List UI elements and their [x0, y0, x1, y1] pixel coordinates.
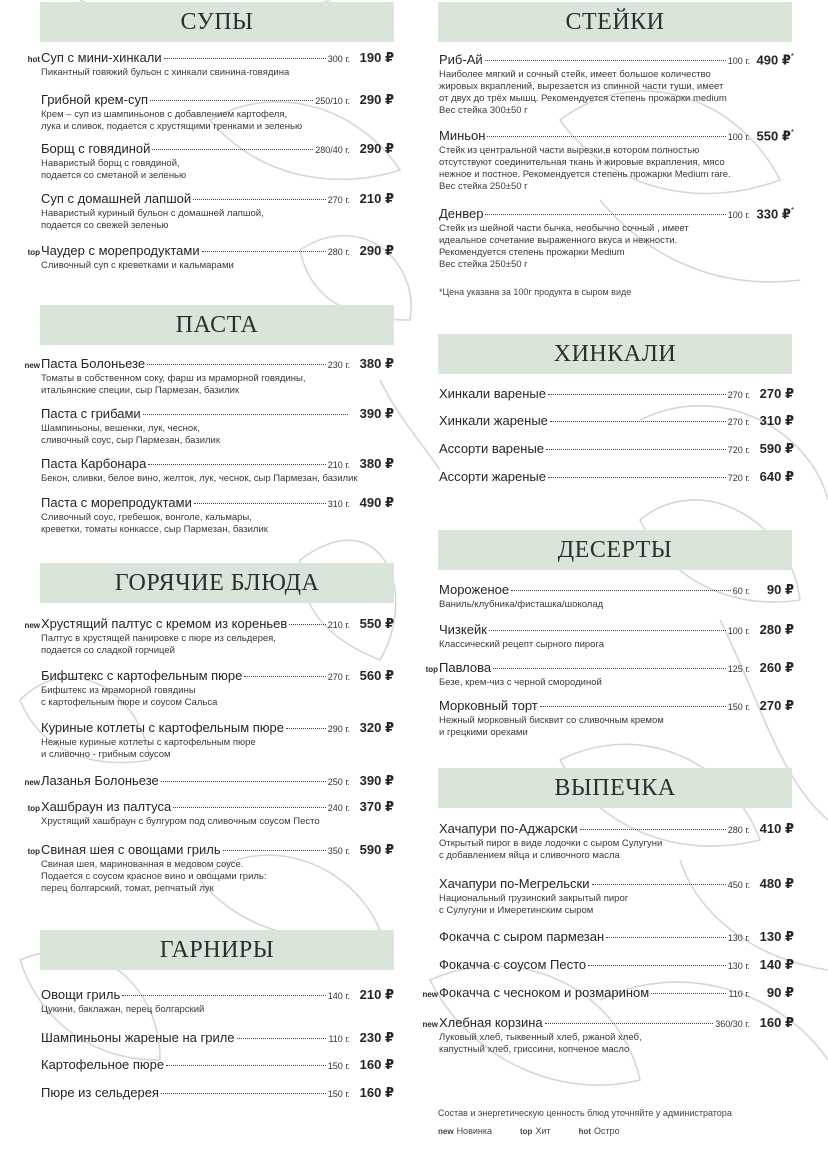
item-price-value: 480 ₽	[759, 876, 794, 891]
menu-item	[22, 720, 394, 761]
item-price-value: 590 ₽	[359, 842, 394, 857]
menu-item	[22, 50, 394, 79]
item-description: Вес стейка 250±50 г	[439, 181, 528, 192]
item-description: Шампиньоны, вешенки, лук, чеснок,	[41, 423, 200, 434]
item-price	[750, 52, 794, 68]
item-description: капустный хлеб, гриссини, копченое масло	[439, 1044, 630, 1055]
dot-leader	[493, 668, 726, 669]
item-description: Пикантный говяжий бульон с хинкали свинина-говядина	[41, 67, 290, 78]
item-name: Паста с морепродуктами	[41, 495, 192, 510]
item-name: Паста с грибами	[41, 406, 141, 421]
item-description: Ваниль/клубника/фисташка/шоколад	[439, 599, 604, 610]
item-price	[750, 441, 794, 457]
dot-leader	[485, 214, 725, 215]
item-description: Бекон, сливки, белое вино, желток, лук, чеснок, сыр Пармезан, базилик	[41, 473, 358, 484]
item-weight: 130 г.	[727, 933, 750, 943]
item-weight: 60 г.	[732, 586, 750, 596]
item-price-value: 210 ₽	[359, 987, 394, 1002]
item-description: подается со свежей зеленью	[41, 220, 169, 231]
item-name: Чизкейк	[439, 622, 487, 637]
item-price	[750, 413, 794, 429]
item-price-value: 490 ₽	[756, 52, 791, 68]
item-price-value: 410 ₽	[759, 821, 794, 836]
item-weight: 250/10 г.	[315, 96, 350, 106]
item-name: Хинкали жареные	[439, 413, 548, 428]
dot-leader	[223, 850, 326, 851]
item-name: Чаудер с морепродуктами	[41, 243, 200, 258]
item-price-value: 160 ₽	[359, 1057, 394, 1072]
item-weight: 310 г.	[327, 499, 350, 509]
item-description: Нежный морковный бисквит со сливочным кремом	[439, 715, 664, 726]
item-weight: 270 г.	[727, 417, 750, 427]
dot-leader	[289, 624, 326, 625]
item-name: Свиная шея с овощами гриль	[41, 842, 221, 857]
item-price	[350, 495, 394, 511]
item-description: Рекомендуется степень прожарки Medium	[439, 247, 625, 258]
menu-item	[422, 957, 794, 974]
item-price	[350, 92, 394, 108]
item-weight: 150 г.	[727, 702, 750, 712]
item-price-value: 270 ₽	[759, 386, 794, 401]
section-title: ВЫПЕЧКА	[438, 768, 792, 808]
item-description: Сливочный суп с креветками и кальмарами	[41, 260, 234, 271]
item-name: Риб-Ай	[439, 52, 483, 68]
item-description: Сливочный соус, гребешок, вонголе, кальмары,	[41, 512, 252, 523]
item-weight: 720 г.	[727, 445, 750, 455]
menu-item	[422, 206, 794, 271]
item-weight: 140 г.	[327, 991, 350, 1001]
item-name: Фокачча с сыром пармезан	[439, 929, 605, 944]
item-description: Хрустящий хашбраун с булгуром под сливочным соусом Песто	[41, 816, 320, 827]
dot-leader	[147, 364, 326, 365]
item-weight: 280/40 г.	[315, 145, 350, 155]
item-price-value: 380 ₽	[359, 456, 394, 471]
legend-label: Остро	[594, 1126, 620, 1136]
item-price	[350, 616, 394, 632]
item-description: Томаты в собственном соку, фарш из мраморной говядины,	[41, 373, 306, 384]
item-price	[750, 660, 794, 676]
item-price-value: 640 ₽	[759, 469, 794, 484]
item-price	[750, 929, 794, 945]
item-weight: 270 г.	[327, 672, 350, 682]
item-badge: top	[27, 248, 40, 257]
item-price	[350, 141, 394, 157]
item-price-value: 320 ₽	[359, 720, 394, 735]
dot-leader	[152, 149, 313, 150]
item-price	[350, 1085, 394, 1101]
item-badge: top	[27, 847, 40, 856]
item-description: отсутствуют соединительная ткань и жировые вкрапления, мясо	[439, 157, 725, 168]
item-price-value: 140 ₽	[759, 957, 794, 972]
item-description: Палтус в хрустящей панировке с пюре из сельдерея,	[41, 633, 276, 644]
item-weight: 100 г.	[727, 626, 750, 636]
item-price-value: 330 ₽	[756, 206, 791, 222]
menu-item	[22, 1085, 394, 1102]
item-price	[750, 386, 794, 402]
item-badge: new	[24, 778, 40, 787]
menu-item	[22, 1057, 394, 1074]
menu-item	[422, 128, 794, 193]
dot-leader	[173, 807, 326, 808]
item-weight: 450 г.	[727, 880, 750, 890]
item-price-value: 310 ₽	[759, 413, 794, 428]
item-name: Грибной крем-суп	[41, 92, 148, 107]
menu-item	[22, 141, 394, 182]
menu-item	[22, 406, 394, 447]
dot-leader	[592, 884, 726, 885]
item-price	[350, 668, 394, 684]
item-name: Миньон	[439, 128, 486, 144]
menu-item	[422, 985, 794, 1002]
menu-item	[22, 842, 394, 895]
item-name: Хрустящий палтус с кремом из кореньев	[41, 616, 288, 631]
dot-leader	[202, 251, 326, 252]
item-name: Фокачча с соусом Песто	[439, 957, 587, 972]
menu-item	[422, 876, 794, 917]
item-description: подается со сладкой горчицей	[41, 645, 175, 656]
menu-item	[22, 1030, 394, 1047]
dot-leader	[122, 995, 326, 996]
menu-item	[422, 622, 794, 651]
item-description: Вес стейка 250±50 г	[439, 259, 528, 270]
item-description: Стейк из шейной части бычка, необычно сочный , имеет	[439, 223, 689, 234]
legend-label: Хит	[535, 1126, 551, 1136]
item-weight: 100 г.	[727, 210, 750, 221]
item-description: с добавлением яйца и сливочного масла	[439, 850, 620, 861]
legend-label: Новинка	[456, 1126, 492, 1136]
item-weight: 240 г.	[327, 803, 350, 813]
dot-leader	[548, 394, 726, 395]
section-title: ДЕСЕРТЫ	[438, 530, 792, 570]
item-price-value: 280 ₽	[759, 622, 794, 637]
item-price	[350, 987, 394, 1003]
item-description: Свиная шея, маринованная в медовом соусе.	[41, 859, 244, 870]
item-description: лука и сливок, подается с хрустящими гренками и зеленью	[41, 121, 303, 132]
dot-leader	[194, 503, 326, 504]
item-name: Шампиньоны жареные на гриле	[41, 1030, 235, 1045]
item-description: и грецкими орехами	[439, 727, 528, 738]
menu-item	[22, 495, 394, 536]
item-name: Ассорти вареные	[439, 441, 545, 456]
item-price-value: 490 ₽	[359, 495, 394, 510]
item-price	[350, 1057, 394, 1073]
item-price	[350, 773, 394, 789]
item-name: Мороженое	[439, 582, 510, 597]
item-name: Денвер	[439, 206, 484, 222]
dot-leader	[143, 414, 348, 415]
item-price-value: 90 ₽	[766, 582, 794, 597]
menu-item	[22, 456, 394, 485]
item-price-value: 270 ₽	[759, 698, 794, 713]
item-price	[750, 1015, 794, 1031]
menu-item	[422, 52, 794, 117]
menu-item	[422, 821, 794, 862]
item-description: Наваристый борщ с говядиной,	[41, 158, 180, 169]
item-description: жировых вкраплений, вырезается из спинной части туши, имеет	[439, 81, 724, 92]
legend-entry	[579, 1126, 620, 1136]
item-price-value: 160 ₽	[759, 1015, 794, 1030]
badge-legend	[438, 1126, 648, 1136]
item-weight: 110 г.	[328, 1034, 350, 1044]
item-name: Хачапури по-Мегрельски	[439, 876, 590, 891]
dot-leader	[580, 829, 726, 830]
item-price	[750, 469, 794, 485]
menu-item	[22, 243, 394, 272]
item-name: Картофельное пюре	[41, 1057, 165, 1072]
item-description: и сливочно - грибным соусом	[41, 749, 171, 760]
section-title: ХИНКАЛИ	[438, 334, 792, 374]
item-badge: new	[24, 361, 40, 370]
item-price	[350, 191, 394, 207]
price-footnote-mark: *	[790, 206, 794, 215]
dot-leader	[550, 421, 726, 422]
dot-leader	[545, 1023, 714, 1024]
item-description: нежное и постное. Рекомендуется степень прожарки Medium rare.	[439, 169, 731, 180]
item-price	[350, 842, 394, 858]
item-price	[750, 206, 794, 222]
item-price-value: 290 ₽	[359, 243, 394, 258]
footer-note: Состав и энергетическую ценность блюд уточняйте у администратора	[438, 1108, 732, 1118]
item-description: Наваристый куриный бульон с домашней лапшой,	[41, 208, 264, 219]
item-description: итальянские специи, сыр Пармезан, базилик	[41, 385, 240, 396]
item-price-value: 590 ₽	[759, 441, 794, 456]
item-name: Паста Болоньезе	[41, 356, 146, 371]
dot-leader	[244, 676, 325, 677]
menu-item	[422, 698, 794, 739]
item-price-value: 160 ₽	[359, 1085, 394, 1100]
item-price	[750, 622, 794, 638]
dot-leader	[164, 58, 326, 59]
item-description: Национальный грузинский закрытый пирог	[439, 893, 629, 904]
item-description: Классический рецепт сырного пирога	[439, 639, 605, 650]
menu-item	[422, 929, 794, 946]
section-title: СТЕЙКИ	[438, 2, 792, 42]
menu-item	[22, 616, 394, 657]
item-weight: 150 г.	[327, 1089, 350, 1099]
item-description: Вес стейка 300±50 г	[439, 105, 528, 116]
item-name: Хлебная корзина	[439, 1015, 543, 1030]
item-description: от двух до трёх мышц. Рекомендуется степень прожарки medium	[439, 93, 727, 104]
section-title: ГОРЯЧИЕ БЛЮДА	[40, 563, 394, 603]
item-price	[750, 876, 794, 892]
menu-item	[422, 441, 794, 458]
item-price-value: 290 ₽	[359, 92, 394, 107]
item-price	[350, 406, 394, 422]
menu-item	[22, 773, 394, 790]
legend-entry	[438, 1126, 492, 1136]
item-price	[350, 799, 394, 815]
dot-leader	[161, 1093, 326, 1094]
item-price-value: 130 ₽	[759, 929, 794, 944]
item-name: Лазанья Болоньезе	[41, 773, 159, 788]
item-description: Наиболее мягкий и сочный стейк, имеет большое количество	[439, 69, 711, 80]
item-price-value: 560 ₽	[359, 668, 394, 683]
item-weight: 280 г.	[327, 247, 350, 257]
item-price	[750, 698, 794, 714]
dot-leader	[286, 728, 326, 729]
item-description: Открытый пирог в виде лодочки с сыром Сулугуни	[439, 838, 663, 849]
item-description: перец болгарский, томат, репчатый лук	[41, 883, 214, 894]
item-price-value: 550 ₽	[756, 128, 791, 144]
item-price	[750, 985, 794, 1001]
item-name: Фокачча с чесноком и розмарином	[439, 985, 650, 1000]
menu-item	[422, 1015, 794, 1056]
item-badge: hot	[27, 55, 40, 64]
item-description: с Сулугуни и Имеретинским сыром	[439, 905, 594, 916]
item-name: Суп с мини-хинкали	[41, 50, 162, 65]
item-name: Пюре из сельдерея	[41, 1085, 159, 1100]
item-description: Цукини, баклажан, перец болгарский	[41, 1004, 205, 1015]
dot-leader	[487, 136, 725, 137]
menu-item	[22, 668, 394, 709]
item-price-value: 370 ₽	[359, 799, 394, 814]
item-weight: 110 г.	[728, 989, 750, 999]
menu-item	[422, 469, 794, 486]
item-name: Павлова	[439, 660, 492, 675]
dot-leader	[606, 937, 726, 938]
item-name: Хинкали вареные	[439, 386, 546, 401]
item-description: Подается с соусом красное вино и овощами гриль:	[41, 871, 267, 882]
legend-badge: top	[520, 1127, 533, 1136]
item-price-value: 290 ₽	[359, 141, 394, 156]
item-price-value: 390 ₽	[359, 406, 394, 421]
legend-entry	[520, 1126, 551, 1136]
section-title: ПАСТА	[40, 305, 394, 345]
dot-leader	[150, 100, 313, 101]
item-price	[350, 1030, 394, 1046]
item-badge: new	[422, 1020, 438, 1029]
section-title: ГАРНИРЫ	[40, 930, 394, 970]
item-weight: 210 г.	[327, 620, 350, 630]
item-price-value: 260 ₽	[759, 660, 794, 675]
item-price	[350, 50, 394, 66]
menu-item	[22, 799, 394, 828]
item-weight: 250 г.	[327, 777, 350, 787]
dot-leader	[166, 1065, 326, 1066]
item-description: идеальное сочетание выраженного вкуса и нежности.	[439, 235, 678, 246]
item-weight: 210 г.	[327, 460, 350, 470]
item-description: Луковый хлеб, тыквенный хлеб, ржаной хлеб,	[439, 1032, 642, 1043]
item-badge: top	[425, 665, 438, 674]
item-price	[750, 128, 794, 144]
dot-leader	[193, 199, 326, 200]
item-price	[750, 582, 794, 598]
item-description: Стейк из центральной части вырезки,в котором полностью	[439, 145, 700, 156]
item-name: Бифштекс с картофельным пюре	[41, 668, 243, 683]
item-price	[350, 456, 394, 472]
item-weight: 360/30 г.	[715, 1019, 750, 1029]
dot-leader	[546, 449, 726, 450]
item-price	[750, 957, 794, 973]
legend-badge: hot	[578, 1127, 592, 1136]
item-description: Безе, крем-чиз с черной смородиной	[439, 677, 602, 688]
menu-item	[22, 92, 394, 133]
item-weight: 270 г.	[327, 195, 350, 205]
item-description: с картофельным пюре и соусом Сальса	[41, 697, 218, 708]
item-price	[350, 720, 394, 736]
item-price-value: 90 ₽	[766, 985, 794, 1000]
item-price-value: 390 ₽	[359, 773, 394, 788]
item-weight: 290 г.	[327, 724, 350, 734]
item-weight: 720 г.	[727, 473, 750, 483]
dot-leader	[588, 965, 726, 966]
item-weight: 130 г.	[727, 961, 750, 971]
item-weight: 350 г.	[327, 846, 350, 856]
item-name: Борщ с говядиной	[41, 141, 151, 156]
item-name: Ассорти жареные	[439, 469, 546, 484]
dot-leader	[548, 477, 726, 478]
dot-leader	[161, 781, 326, 782]
price-footnote: *Цена указана за 100г продукта в сыром виде	[439, 287, 632, 297]
item-description: Бифштекс из мраморной говядины	[41, 685, 196, 696]
item-price-value: 230 ₽	[359, 1030, 394, 1045]
dot-leader	[148, 464, 325, 465]
item-price	[350, 356, 394, 372]
item-description: Крем – суп из шампиньонов с добавлением картофеля,	[41, 109, 288, 120]
item-weight: 125 г.	[727, 664, 750, 674]
item-weight: 100 г.	[727, 132, 750, 143]
menu-item	[422, 582, 794, 611]
item-badge: new	[24, 621, 40, 630]
item-name: Хашбраун из палтуса	[41, 799, 172, 814]
section-title: СУПЫ	[40, 2, 394, 42]
item-description: Нежные куриные котлеты с картофельным пюре	[41, 737, 256, 748]
item-price-value: 380 ₽	[359, 356, 394, 371]
item-name: Овощи гриль	[41, 987, 121, 1002]
item-weight: 100 г.	[727, 56, 750, 67]
item-badge: top	[27, 804, 40, 813]
dot-leader	[540, 706, 726, 707]
dot-leader	[485, 60, 726, 61]
item-weight: 270 г.	[727, 390, 750, 400]
item-weight: 150 г.	[327, 1061, 350, 1071]
item-weight: 300 г.	[327, 54, 350, 64]
item-price-value: 190 ₽	[359, 50, 394, 65]
item-name: Хачапури по-Аджарски	[439, 821, 578, 836]
menu-item	[22, 356, 394, 397]
item-price	[350, 243, 394, 259]
dot-leader	[511, 590, 731, 591]
menu-item	[422, 386, 794, 403]
item-price	[750, 821, 794, 837]
item-badge: new	[422, 990, 438, 999]
menu-item	[422, 660, 794, 689]
item-name: Суп с домашней лапшой	[41, 191, 192, 206]
menu-item	[22, 987, 394, 1016]
item-description: креветки, томаты конкассе, сыр Пармезан, базилик	[41, 524, 268, 535]
item-name: Паста Карбонара	[41, 456, 147, 471]
item-weight: 230 г.	[327, 360, 350, 370]
item-description: сливочный соус, сыр Пармезан, базилик	[41, 435, 221, 446]
item-price-value: 210 ₽	[359, 191, 394, 206]
item-name: Морковный торт	[439, 698, 538, 713]
legend-badge: new	[438, 1127, 454, 1136]
menu-item	[22, 191, 394, 232]
dot-leader	[237, 1038, 327, 1039]
item-name: Куриные котлеты с картофельным пюре	[41, 720, 284, 735]
item-price-value: 550 ₽	[359, 616, 394, 631]
price-footnote-mark: *	[790, 52, 794, 61]
item-weight: 280 г.	[727, 825, 750, 835]
menu-item	[422, 413, 794, 430]
price-footnote-mark: *	[790, 128, 794, 137]
dot-leader	[489, 630, 726, 631]
item-description: подается со сметаной и зеленью	[41, 170, 187, 181]
dot-leader	[651, 993, 726, 994]
